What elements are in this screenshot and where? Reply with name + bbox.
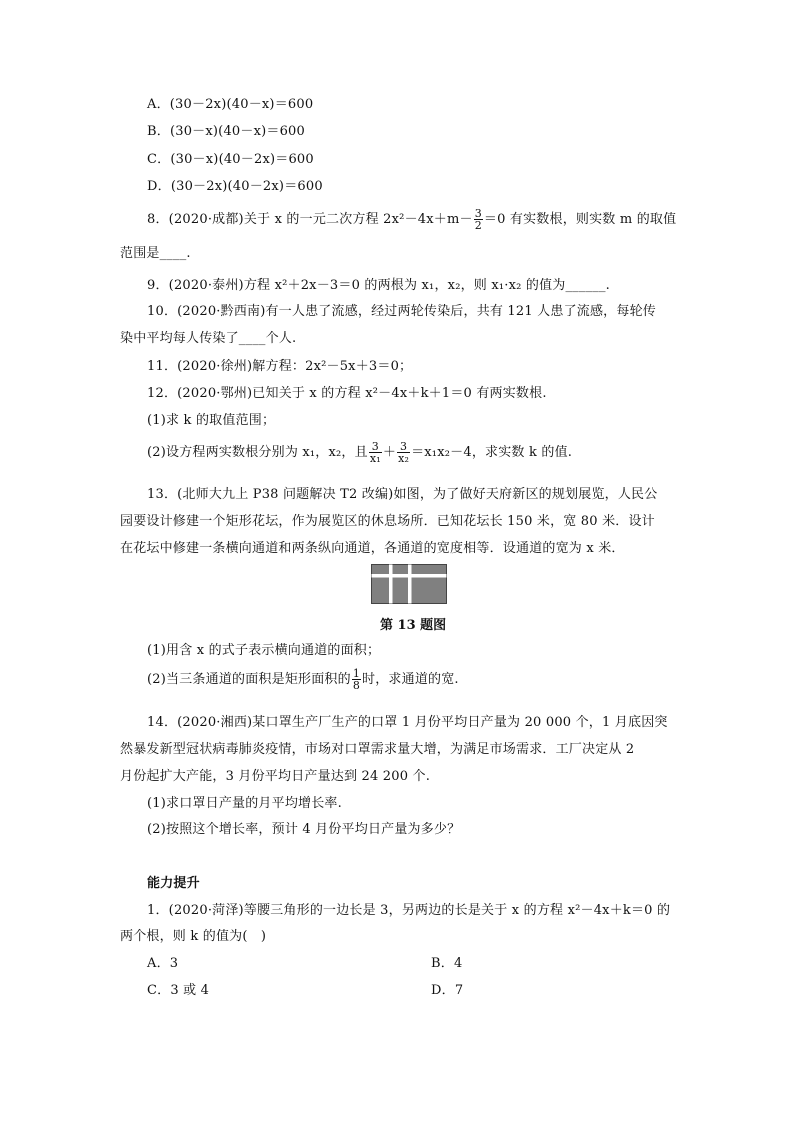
option-c: C．(30－x)(40－2x)＝600 xyxy=(147,152,314,167)
question-13-line2: 园要设计修建一个矩形花坛，作为展览区的休息场所．已知花坛长 150 米，宽 80 米．设计 xyxy=(120,514,655,529)
q13-sub2-suffix: 时，求通道的宽. xyxy=(362,672,459,687)
vertical-path-right xyxy=(408,565,412,604)
question-14-sub1: (1)求口罩日产量的月平均增长率. xyxy=(147,796,342,811)
garden-figure xyxy=(371,564,447,604)
option-d: D．(30－2x)(40－2x)＝600 xyxy=(147,179,323,194)
q13-frac-num: 1 xyxy=(352,667,361,680)
question-10-line2: 染中平均每人传染了____个人. xyxy=(120,331,297,346)
q8-frac-num: 3 xyxy=(474,207,482,220)
question-9: 9．(2020·泰州)方程 x²＋2x－3＝0 的两根为 x₁，x₂，则 x₁·x₂ 的值为______. xyxy=(147,278,611,293)
p1-option-b: B．4 xyxy=(431,956,463,971)
option-a: A．(30－2x)(40－x)＝600 xyxy=(147,97,314,112)
question-12-sub2 xyxy=(147,441,572,464)
question-13-line1: 13．(北师大九上 P38 问题解决 T2 改编)如图，为了做好天府新区的规划展览，人民公 xyxy=(147,487,658,502)
q8-fraction xyxy=(474,208,483,231)
question-13-sub1: (1)用含 x 的式子表示横向通道的面积； xyxy=(147,643,381,658)
p1-option-a: A．3 xyxy=(147,956,179,971)
p1-option-d: D．7 xyxy=(431,983,464,998)
q12-f1-num: 3 xyxy=(369,441,382,453)
section-title: 能力提升 xyxy=(147,876,200,891)
question-11: 11．(2020·徐州)解方程：2x²－5x＋3＝0； xyxy=(147,359,413,374)
question-12-sub1: (1)求 k 的取值范围； xyxy=(147,413,276,428)
p1-option-c: C．3 或 4 xyxy=(147,983,210,998)
problem-1-line1: 1．(2020·菏泽)等腰三角形的一边长是 3，另两边的长是关于 x 的方程 x²－4x＋k＝0 的 xyxy=(147,903,671,918)
q13-sub2-prefix: (2)当三条通道的面积是矩形面积的 xyxy=(147,672,351,687)
question-12-line1: 12．(2020·鄂州)已知关于 x 的方程 x²－4x＋k＋1＝0 有两实数根. xyxy=(147,386,547,401)
vertical-path-left xyxy=(389,565,393,604)
question-8-line1 xyxy=(147,208,676,231)
q12-f2-num: 3 xyxy=(397,441,410,453)
q12-f1-den: x₁ xyxy=(369,452,381,465)
q8-prefix: 8．(2020·成都)关于 x 的一元二次方程 2x²－4x＋m－ xyxy=(147,212,473,227)
question-13-sub2 xyxy=(147,668,459,691)
question-14-line2: 然暴发新型冠状病毒肺炎疫情，市场对口罩需求量大增，为满足市场需求．工厂决定从 2 xyxy=(120,742,635,757)
question-14-line3: 月份起扩大产能，3 月份平均日产量达到 24 200 个. xyxy=(120,769,431,784)
question-10-line1: 10．(2020·黔西南)有一人患了流感，经过两轮传染后，共有 121 人患了流感，每轮传 xyxy=(147,304,656,319)
q12-fraction-1 xyxy=(369,441,382,464)
q8-frac-den: 2 xyxy=(474,219,482,232)
figure-caption: 第 13 题图 xyxy=(380,618,447,633)
q12-fraction-2 xyxy=(397,441,410,464)
question-8-line2: 范围是____. xyxy=(120,246,191,261)
q12-sub2-suffix: ＝x₁x₂－4，求实数 k 的值. xyxy=(411,445,573,460)
q13-frac-den: 8 xyxy=(352,679,361,692)
q12-sub2-prefix: (2)设方程两实数根分别为 x₁，x₂，且 xyxy=(147,445,368,460)
option-b: B．(30－x)(40－x)＝600 xyxy=(147,124,306,139)
q8-suffix: ＝0 有实数根，则实数 m 的取值 xyxy=(483,212,677,227)
question-13-line3: 在花坛中修建一条横向通道和两条纵向通道，各通道的宽度相等．设通道的宽为 x 米． xyxy=(120,541,625,556)
q12-plus: ＋ xyxy=(382,445,397,460)
question-14-line1: 14．(2020·湘西)某口罩生产厂生产的口罩 1 月份平均日产量为 20 000 个，1 月底因突 xyxy=(147,715,668,730)
question-14-sub2: (2)按照这个增长率，预计 4 月份平均日产量为多少？ xyxy=(147,822,461,837)
q13-fraction xyxy=(352,668,361,691)
q12-f2-den: x₂ xyxy=(398,452,410,465)
problem-1-line2: 两个根，则 k 的值为( ) xyxy=(120,929,267,944)
